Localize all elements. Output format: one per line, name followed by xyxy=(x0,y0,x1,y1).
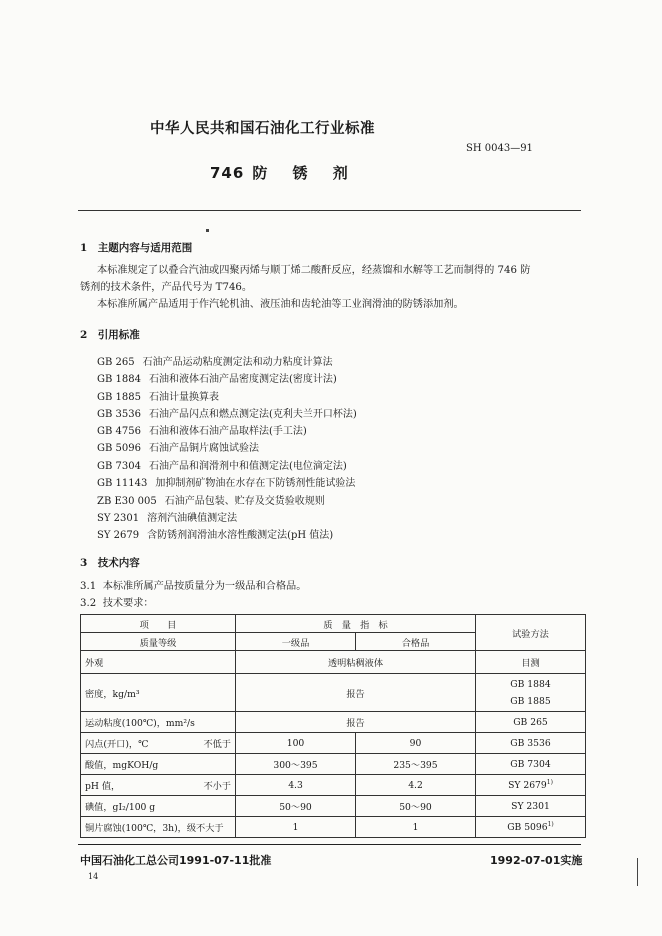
document-title xyxy=(210,162,358,183)
row-qualified-value: 1 xyxy=(356,817,476,838)
reference-code: GB 5096 xyxy=(97,443,141,454)
reference-item xyxy=(97,353,333,368)
header-qualified-grade: 合格品 xyxy=(356,633,476,651)
row-qualified-value: 90 xyxy=(356,733,476,754)
row-first-value: 100 xyxy=(236,733,356,754)
item-limit: 不小于 xyxy=(203,781,231,792)
footnote-mark: 1) xyxy=(547,820,554,828)
row-method: 目测 xyxy=(476,651,586,674)
footer-rule xyxy=(78,844,581,845)
row-first-value: 4.3 xyxy=(236,775,356,796)
reference-name: 溶剂汽油碘值测定法 xyxy=(147,513,238,524)
reference-item xyxy=(97,526,333,541)
reference-code: GB 11143 xyxy=(97,478,148,489)
section-1-para-1-line-2: 锈剂的技术条件，产品代号为 T746。 xyxy=(80,282,253,293)
reference-code: GB 7304 xyxy=(97,461,141,472)
item-limit: 不低于 xyxy=(203,739,231,750)
footnote-mark: 1) xyxy=(546,778,553,786)
row-item: 运动粘度(100℃)，mm²/s xyxy=(81,712,236,733)
effective-line: 1992-07-01实施 xyxy=(490,854,583,867)
clause-3-2 xyxy=(80,596,154,612)
reference-code: GB 1885 xyxy=(97,392,141,403)
row-method: GB 7304 xyxy=(476,754,586,775)
standard-number: SH 0043—91 xyxy=(466,143,533,154)
table-row xyxy=(81,754,586,775)
org-title: 中华人民共和国石油化工行业标准 xyxy=(150,121,375,137)
reference-name: 石油产品和润滑剂中和值测定法(电位滴定法) xyxy=(148,461,347,472)
scan-edge-mark xyxy=(637,858,638,886)
reference-item xyxy=(97,492,325,507)
table-row xyxy=(81,674,586,712)
row-value-merged: 报告 xyxy=(236,674,476,712)
row-method: GB 265 xyxy=(476,712,586,733)
header-rule xyxy=(78,210,581,211)
section-3-title: 3 技术内容 xyxy=(80,557,140,569)
reference-name: 石油和液体石油产品取样法(手工法) xyxy=(148,426,307,437)
header-grade: 质量等级 xyxy=(81,633,236,651)
method-line: GB 1885 xyxy=(510,695,551,707)
method-line: GB 1884 xyxy=(510,678,551,690)
row-item xyxy=(81,775,236,796)
table-header-row xyxy=(81,615,586,633)
table-row xyxy=(81,733,586,754)
section-2-title: 2 引用标准 xyxy=(80,329,140,341)
reference-name: 加抑制剂矿物油在水存在下防锈剂性能试验法 xyxy=(155,478,356,489)
row-method xyxy=(476,817,586,838)
reference-item xyxy=(97,370,337,385)
row-first-value: 1 xyxy=(236,817,356,838)
item-label: 闪点(开口)，℃ xyxy=(85,739,149,750)
reference-code: SY 2679 xyxy=(97,530,140,541)
reference-item xyxy=(97,405,357,420)
approval-line: 中国石油化工总公司1991-07-11批准 xyxy=(80,854,272,867)
reference-code: GB 265 xyxy=(97,357,135,368)
row-qualified-value: 235～395 xyxy=(356,754,476,775)
item-label: pH 值， xyxy=(85,781,121,792)
reference-code: ZB E30 005 xyxy=(97,496,157,507)
reference-code: SY 2301 xyxy=(97,513,140,524)
reference-name: 石油产品运动粘度测定法和动力粘度计算法 xyxy=(142,357,333,368)
scan-speck xyxy=(206,229,209,232)
row-method: GB 3536 xyxy=(476,733,586,754)
header-quality-index: 质 量 指 标 xyxy=(236,615,476,633)
reference-name: 含防锈剂润滑油水溶性酸测定法(pH 值法) xyxy=(147,530,334,541)
row-item: 碘值，gI₂/100 g xyxy=(81,796,236,817)
reference-code: GB 3536 xyxy=(97,409,141,420)
reference-item xyxy=(97,422,307,437)
reference-name: 石油产品铜片腐蚀试验法 xyxy=(148,443,259,454)
section-1-para-1-line-1: 本标准规定了以叠合汽油或四聚丙烯与顺丁烯二酸酐反应，经蒸馏和水解等工艺而制得的 746 防 xyxy=(97,265,531,276)
reference-name: 石油产品闪点和燃点测定法(克利夫兰开口杯法) xyxy=(148,409,357,420)
clause-3-1 xyxy=(80,579,306,595)
product-number: 746 xyxy=(210,164,245,182)
row-method xyxy=(476,775,586,796)
row-value-merged: 报告 xyxy=(236,712,476,733)
spec-table xyxy=(80,614,586,838)
table-row xyxy=(81,775,586,796)
section-1-title: 1 主题内容与适用范围 xyxy=(80,242,193,254)
header-test-method: 试验方法 xyxy=(476,615,586,651)
row-first-value: 50～90 xyxy=(236,796,356,817)
reference-name: 石油产品包装、贮存及交货验收规则 xyxy=(164,496,325,507)
row-value-merged: 透明粘稠液体 xyxy=(236,651,476,674)
reference-item xyxy=(97,388,219,403)
reference-item xyxy=(97,439,259,454)
method-code: GB 5096 xyxy=(507,822,548,834)
reference-name: 石油计量换算表 xyxy=(148,392,219,403)
row-item: 密度，kg/m³ xyxy=(81,674,236,712)
reference-item xyxy=(97,474,355,489)
row-first-value: 300～395 xyxy=(236,754,356,775)
header-item: 项 目 xyxy=(81,615,236,633)
clause-text: 技术要求： xyxy=(102,598,154,609)
row-item: 铜片腐蚀(100℃，3h)，级不大于 xyxy=(81,817,236,838)
clause-number: 3.2 xyxy=(80,598,97,609)
reference-name: 石油和液体石油产品密度测定法(密度计法) xyxy=(148,374,337,385)
table-row xyxy=(81,817,586,838)
reference-item xyxy=(97,457,347,472)
table-row xyxy=(81,651,586,674)
reference-code: GB 1884 xyxy=(97,374,141,385)
section-1-para-2: 本标准所属产品适用于作汽轮机油、液压油和齿轮油等工业润滑油的防锈添加剂。 xyxy=(97,299,464,310)
method-code: SY 2679 xyxy=(508,780,547,792)
reference-code: GB 4756 xyxy=(97,426,141,437)
reference-item xyxy=(97,509,237,524)
product-name: 防 锈 剂 xyxy=(252,164,358,182)
row-qualified-value: 4.2 xyxy=(356,775,476,796)
header-first-grade: 一级品 xyxy=(236,633,356,651)
row-method: SY 2301 xyxy=(476,796,586,817)
table-row xyxy=(81,712,586,733)
row-item xyxy=(81,733,236,754)
table-row xyxy=(81,796,586,817)
clause-text: 本标准所属产品按质量分为一级品和合格品。 xyxy=(102,581,307,592)
row-item: 外观 xyxy=(81,651,236,674)
row-method xyxy=(476,674,586,712)
page-number: 14 xyxy=(88,872,99,881)
row-qualified-value: 50～90 xyxy=(356,796,476,817)
row-item: 酸值，mgKOH/g xyxy=(81,754,236,775)
clause-number: 3.1 xyxy=(80,581,97,592)
